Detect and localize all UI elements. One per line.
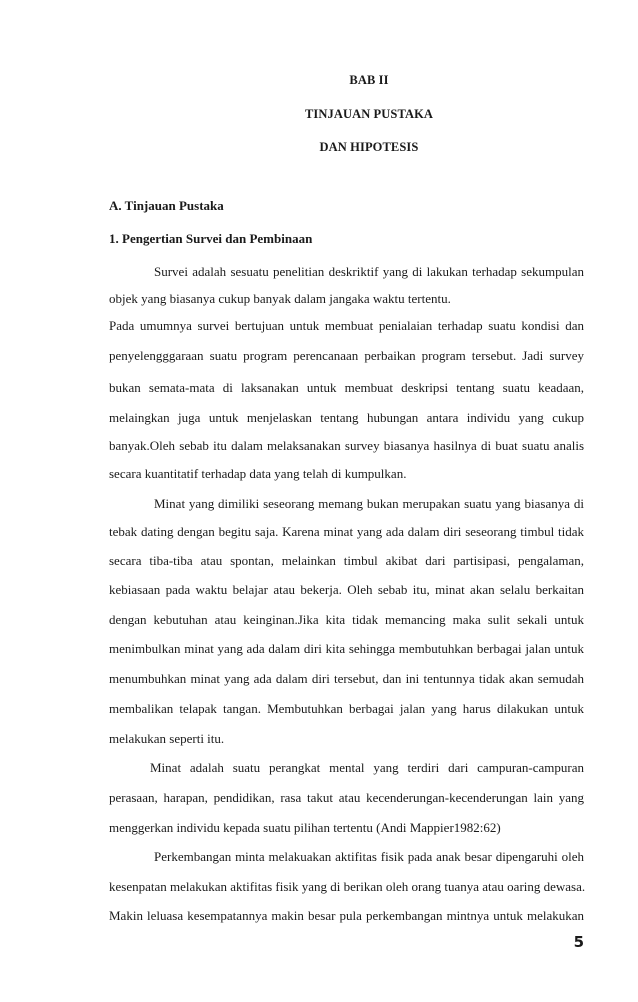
text-line: Pada umumnya survei bertujuan untuk membuat penialaian terhadap suatu kondisi dan [109, 318, 584, 333]
text-line: melaingkan juga untuk menjelaskan tentang hubungan antara individu yang cukup [109, 410, 584, 425]
text-line: secara tiba-tiba atau spontan, melainkan timbul akibat dari partisipasi, pengalaman, [109, 553, 584, 568]
text-line: penyelengggaraan suatu program perencanaan perbaikan program tersebut. Jadi survey [109, 348, 584, 363]
text-line: banyak.Oleh sebab itu dalam melaksanakan survey biasanya hasilnya di buat suatu analis [109, 438, 584, 453]
text-line: menumbuhkan minat yang ada dalam diri tersebut, dan ini tentunnya tidak akan semudah [109, 671, 584, 686]
text-line: kesenpatan melakukan aktifitas fisik yang di berikan oleh orang tuanya atau oaring dewasa. [109, 879, 586, 894]
chapter-subtitle: DAN HIPOTESIS [319, 140, 419, 154]
page-number: 5 [573, 933, 584, 951]
text-line: Makin leluasa kesempatannya makin besar pula perkembangan mintnya untuk melakukan [109, 908, 584, 923]
text-line: bukan semata-mata di laksanakan untuk membuat deskripsi tentang suatu keadaan, [109, 380, 584, 395]
text-line: Survei adalah sesuatu penelitian deskriktif yang di lakukan terhadap sekumpulan [154, 264, 584, 279]
text-line: dengan kebutuhan atau keinginan.Jika kita tidak memancing maka sulit sekali untuk [109, 612, 584, 627]
text-line: menimbulkan minat yang ada dalam diri kita sehingga membutuhkan berbagai jalan untuk [109, 641, 584, 656]
text-line: Minat yang dimiliki seseorang memang bukan merupakan suatu yang biasanya di [154, 496, 584, 511]
chapter-heading: BAB II [349, 73, 389, 87]
text-line: objek yang biasanya cukup banyak dalam jangaka waktu tertentu. [109, 291, 451, 306]
chapter-title: TINJAUAN PUSTAKA [304, 107, 434, 121]
text-line: Perkembangan minta melakuakan aktifitas fisik pada anak besar dipengaruhi oleh [154, 849, 584, 864]
subsection-heading-1: 1. Pengertian Survei dan Pembinaan [109, 231, 313, 246]
text-line: secara kuantitatif terhadap data yang telah di kumpulkan. [109, 466, 407, 481]
text-line: kebiasaan pada waktu belajar atau bekerja. Oleh sebab itu, minat akan selalu berkaitan [109, 582, 584, 597]
text-line: membalikan telapak tangan. Membutuhkan berbagai jalan yang harus dilakukan untuk [109, 701, 584, 716]
section-heading-a: A. Tinjauan Pustaka [109, 198, 224, 213]
text-line: melakukan seperti itu. [109, 731, 225, 746]
text-line: tebak dating dengan begitu saja. Karena minat yang ada dalam diri seseorang timbul tidak [109, 524, 584, 539]
text-line: Minat adalah suatu perangkat mental yang terdiri dari campuran-campuran [150, 760, 584, 775]
text-line: menggerkan individu kepada suatu pilihan tertentu (Andi Mappier1982:62) [109, 820, 501, 835]
text-line: perasaan, harapan, pendidikan, rasa takut atau kecenderungan-kecenderungan lain yang [109, 790, 584, 805]
